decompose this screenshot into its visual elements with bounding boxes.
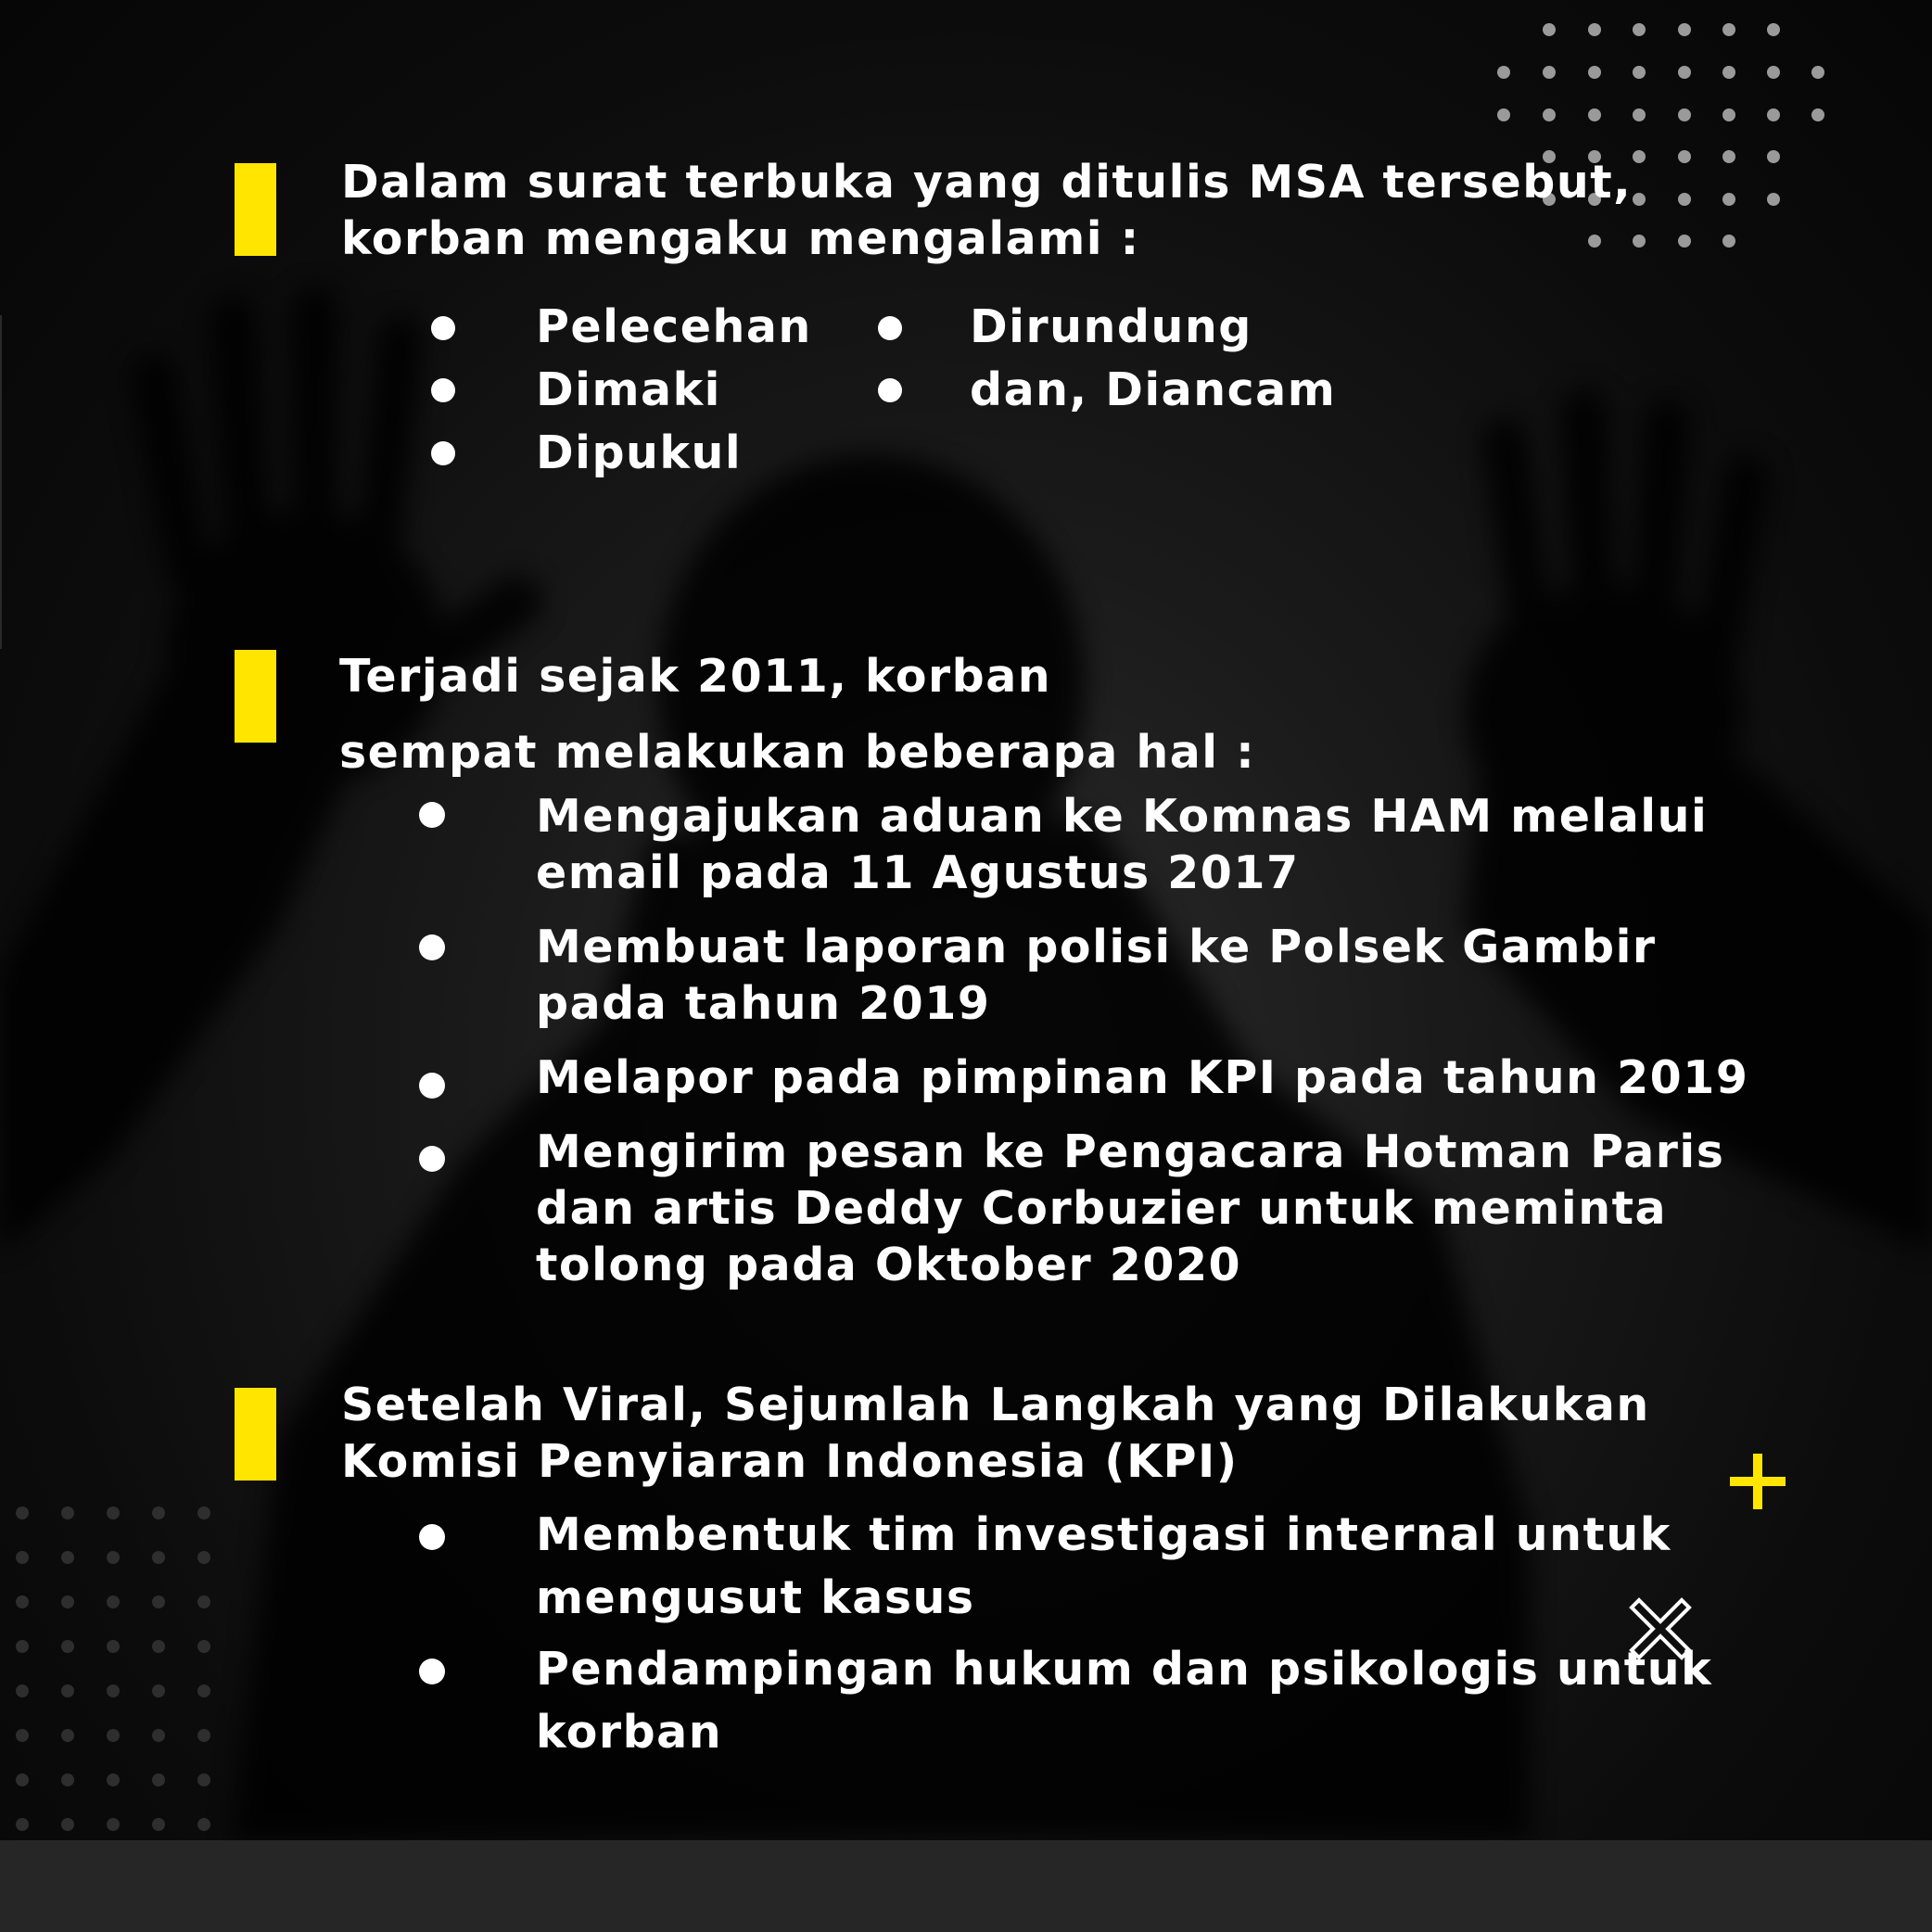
section-3-heading: [341, 1377, 1650, 1490]
bullet: [419, 1524, 445, 1550]
list-item-line: korban: [536, 1706, 723, 1759]
footer-band: [0, 1840, 1932, 1932]
list-item-line: Mengajukan aduan ke Komnas HAM melalui: [536, 790, 1709, 843]
list-item-line: Mengirim pesan ke Pengacara Hotman Paris: [536, 1125, 1725, 1178]
dot-grid-bottom-left: [9, 1502, 232, 1845]
cross-icon: [1628, 1596, 1693, 1661]
bullet: [431, 441, 455, 465]
section-3-accent-bar: [235, 1388, 276, 1481]
list-item: Dirundung: [970, 300, 1252, 353]
bullet: [419, 1659, 445, 1684]
list-item: [536, 1504, 1671, 1630]
bullet: [431, 316, 455, 340]
section-2-heading: [339, 639, 1255, 791]
section-2-heading-line-2: sempat melakukan beberapa hal :: [339, 726, 1256, 779]
section-1-accent-bar: [235, 163, 276, 256]
list-item-line: Membentuk tim investigasi internal untuk: [536, 1508, 1671, 1561]
list-item: [536, 1638, 1712, 1764]
list-item: Dimaki: [536, 363, 721, 416]
bullet: [878, 316, 902, 340]
list-item: [536, 1049, 1748, 1106]
list-item-line: mengusut kasus: [536, 1571, 975, 1624]
list-item-line: pada tahun 2019: [536, 977, 991, 1030]
section-1-heading: [341, 154, 1632, 267]
bullet: [419, 1073, 445, 1099]
edge-line: [0, 315, 2, 649]
bullet: [431, 378, 455, 402]
list-item-line: Pendampingan hukum dan psikologis untuk: [536, 1643, 1713, 1696]
list-item: Dipukul: [536, 426, 743, 479]
list-item-line: tolong pada Oktober 2020: [536, 1239, 1242, 1291]
section-2-accent-bar: [235, 650, 276, 743]
section-1-heading-line-1: Dalam surat terbuka yang ditulis MSA tersebut,: [341, 156, 1633, 209]
list-item: [536, 788, 1708, 901]
section-3-heading-line-2: Komisi Penyiaran Indonesia (KPI): [341, 1435, 1239, 1488]
list-item: [536, 1124, 1724, 1293]
list-item: Pelecehan: [536, 300, 812, 353]
bullet: [878, 378, 902, 402]
section-1-heading-line-2: korban mengaku mengalami :: [341, 212, 1140, 265]
list-item-line: email pada 11 Agustus 2017: [536, 846, 1300, 899]
section-2-heading-line-1: Terjadi sejak 2011, korban: [339, 650, 1052, 703]
list-item-line: Membuat laporan polisi ke Polsek Gambir: [536, 921, 1657, 973]
section-3-heading-line-1: Setelah Viral, Sejumlah Langkah yang Dilakukan: [341, 1379, 1650, 1431]
list-item: dan, Diancam: [970, 363, 1337, 416]
list-item-line: Melapor pada pimpinan KPI pada tahun 2019: [536, 1051, 1749, 1104]
list-item-line: dan artis Deddy Corbuzier untuk meminta: [536, 1182, 1668, 1235]
bullet: [419, 802, 445, 828]
bullet: [419, 1146, 445, 1172]
list-item: [536, 919, 1657, 1032]
bullet: [419, 934, 445, 960]
plus-icon: [1730, 1454, 1786, 1509]
